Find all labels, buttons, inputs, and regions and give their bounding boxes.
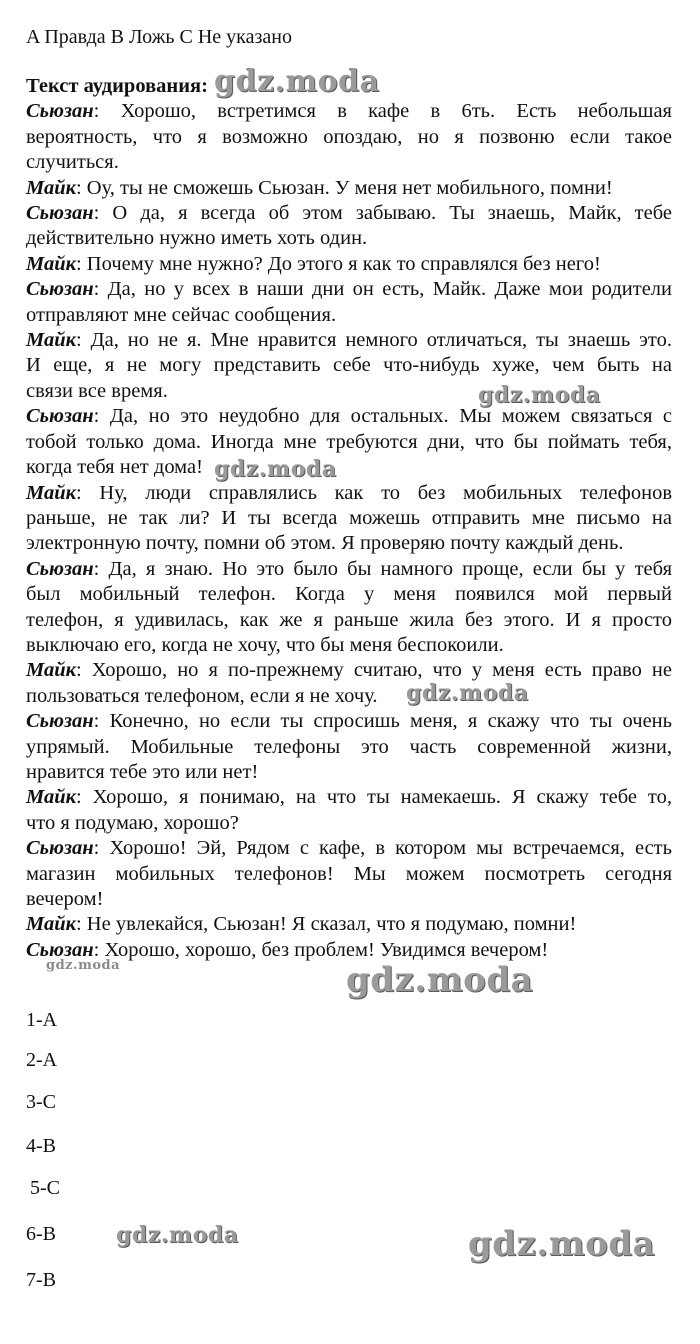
line-text: : Почему мне нужно? До этого я как то справлялся без него! [75, 252, 601, 275]
line-text: связи все время. [26, 379, 168, 402]
dialogue-line [26, 811, 672, 836]
dialogue-line [26, 303, 672, 328]
dialogue-line [26, 785, 672, 810]
speaker-name: Сьюзан [26, 202, 94, 225]
dialogue-line [26, 252, 672, 277]
watermark: gdz.moda [46, 958, 121, 973]
line-text: : Да, но это неудобно для остальных. Мы можем связаться с [93, 405, 672, 428]
dialogue-line [26, 735, 672, 760]
watermark: gdz.moda [346, 960, 534, 1000]
speaker-name: Майк [26, 481, 76, 504]
speaker-name: Сьюзан [26, 938, 94, 961]
line-text: И еще, я не могу представить себе что-нибудь хуже, чем быть на [26, 354, 672, 377]
line-text: выключаю его, когда не хочу, что бы меня беспокоили. [26, 633, 504, 656]
watermark: gdz.moda [214, 456, 337, 482]
dialogue-line [26, 684, 672, 709]
line-text: был мобильный телефон. Когда у меня появился мой первый [26, 583, 672, 606]
line-text: вечером! [26, 888, 104, 910]
line-text: раньше, не так ли? И ты всегда можешь отправить мне письмо на [26, 506, 672, 529]
answer-item: 7-B [26, 1269, 56, 1291]
dialogue-line [26, 176, 672, 201]
line-text: упрямый. Мобильные телефоны это часть современной жизни, [26, 735, 672, 758]
speaker-name: Майк [26, 176, 76, 199]
speaker-name: Сьюзан [26, 557, 94, 580]
dialogue-line [26, 150, 672, 175]
line-text: тобой только дома. Иногда мне требуются дни, что бы поймать тебя, [26, 430, 672, 453]
line-text: : Оу, ты не сможешь Сьюзан. У меня нет мобильного, помни! [75, 176, 613, 199]
line-text: : Да, но не я. Мне нравится немного отличаться, ты знаешь это. [75, 329, 672, 352]
answer-item: 3-C [26, 1091, 56, 1113]
line-text: когда тебя нет дома! [26, 456, 203, 479]
dialogue-line [26, 531, 672, 556]
speaker-name: Сьюзан [26, 837, 94, 860]
line-text: : О да, я всегда об этом забываю. Ты знаешь, Майк, тебе [93, 202, 672, 225]
line-text: случиться. [26, 151, 119, 174]
speaker-name: Майк [26, 913, 76, 936]
watermark: gdz.moda [406, 680, 529, 706]
line-text: : Конечно, но если ты спросишь меня, я скажу что ты очень [93, 710, 672, 733]
answer-item: 2-A [26, 1049, 58, 1071]
listening-transcript [26, 74, 672, 963]
dialogue-line [26, 201, 672, 226]
dialogue-line [26, 404, 672, 429]
dialogue-line [26, 481, 672, 506]
dialogue-line [26, 633, 672, 658]
speaker-name: Сьюзан [26, 100, 94, 123]
dialogue-line [26, 862, 672, 887]
line-text: отправляют мне сейчас сообщения. [26, 303, 337, 326]
speaker-name: Майк [26, 329, 76, 352]
watermark: gdz.moda [468, 1224, 656, 1264]
dialogue-line [26, 99, 672, 124]
dialogue-line [26, 125, 672, 150]
speaker-name: Сьюзан [26, 278, 94, 301]
answer-item: 4-B [26, 1135, 56, 1157]
dialogue-line [26, 226, 672, 251]
answer-legend: A Правда B Ложь C Не указано [26, 26, 292, 48]
watermark: gdz.moda [214, 64, 380, 99]
transcript-heading: Текст аудирования: [26, 75, 208, 97]
line-text: : Не увлекайся, Сьюзан! Я сказал, что я подумаю, помни! [75, 913, 577, 936]
line-text: : Ну, люди справлялись как то без мобильных телефонов [75, 481, 672, 504]
dialogue-line [26, 709, 672, 734]
answer-item: 6-B [26, 1223, 56, 1245]
dialogue-line [26, 328, 672, 353]
line-text: : Хорошо! Эй, Рядом с кафе, в котором мы встречаемся, есть [93, 837, 672, 860]
line-text: электронную почту, помни об этом. Я проверяю почту каждый день. [26, 532, 624, 555]
dialogue-line [26, 760, 672, 785]
dialogue-line [26, 506, 672, 531]
dialogue-line [26, 582, 672, 607]
line-text: : Да, но у всех в наши дни он есть, Майк. Даже мои родители [93, 278, 672, 301]
dialogue-line [26, 557, 672, 582]
line-text: магазин мобильных телефонов! Мы можем посмотреть сегодня [26, 862, 672, 885]
dialogue-line [26, 277, 672, 302]
watermark: gdz.moda [116, 1222, 239, 1248]
dialogue-line [26, 455, 672, 480]
dialogue-line [26, 608, 672, 633]
dialogue-line [26, 836, 672, 861]
answer-item: 1-A [26, 1009, 58, 1031]
line-text: : Хорошо, я понимаю, на что ты намекаешь. Я скажу тебе то, [75, 786, 672, 809]
dialogue-line [26, 658, 672, 683]
line-text: : Хорошо, встретимся в кафе в 6ть. Есть небольшая [93, 100, 672, 123]
line-text: действительно нужно иметь хоть один. [26, 227, 368, 250]
line-text: : Хорошо, но я по-прежнему считаю, что у меня есть право не [75, 659, 672, 682]
line-text: : Да, я знаю. Но это было бы намного проще, если бы у тебя [93, 557, 672, 580]
dialogue-lines [26, 99, 672, 963]
line-text: что я подумаю, хорошо? [26, 811, 239, 834]
speaker-name: Сьюзан [26, 405, 94, 428]
line-text: телефон, я удивилась, как же я раньше жила без этого. И я просто [26, 608, 672, 631]
speaker-name: Майк [26, 252, 76, 275]
speaker-name: Майк [26, 786, 76, 809]
line-text: : Хорошо, хорошо, без проблем! Увидимся вечером! [93, 938, 549, 961]
speaker-name: Майк [26, 659, 76, 682]
line-text: пользоваться телефоном, если я не хочу. [26, 684, 378, 707]
line-text: вероятность, что я возможно опоздаю, но я позвоню если такое [26, 125, 672, 148]
line-text: нравится тебе это или нет! [26, 760, 259, 783]
dialogue-line [26, 430, 672, 455]
watermark: gdz.moda [478, 382, 601, 408]
dialogue-line [26, 887, 672, 912]
answer-item: 5-C [30, 1177, 60, 1199]
dialogue-line [26, 353, 672, 378]
speaker-name: Сьюзан [26, 710, 94, 733]
dialogue-line [26, 912, 672, 937]
